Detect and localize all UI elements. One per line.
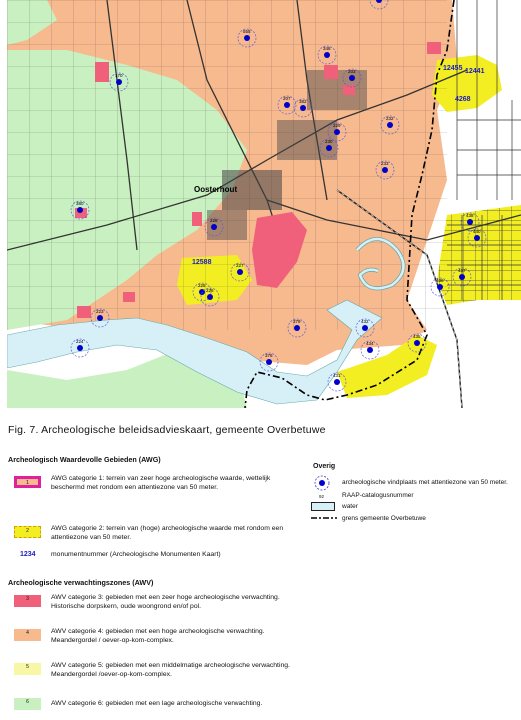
find-spot-dot [349,75,355,81]
find-spot-dot [437,284,443,290]
find-spot-dot [362,325,368,331]
raap-number-label: 431 [333,373,341,378]
raap-number-label: 229 [333,123,341,128]
monument-text: monumentnummer (Archeologische Monumenten Kaart) [51,551,221,558]
monument-number-label: 12441 [465,68,485,75]
find-spot-dot [266,359,272,365]
raap-number-label: 203 [348,69,356,74]
awv3-text: AWV categorie 3: gebieden met een zeer hoge archeologische verwachting. Historische dorpskern, oude woongrond en/of pol. [51,594,280,610]
find-spot-dot [459,274,465,280]
find-spot-dot [294,325,300,331]
raap-number-label: 438 [466,213,474,218]
find-spot-dot [300,105,306,111]
raap-number-label: 224 [76,339,84,344]
raap-number-label: 170 [115,73,123,78]
monument-code: 1234 [20,551,36,558]
raap-number-label: 376 [265,353,273,358]
awg-heading: Archeologisch Waardevolle Gebieden (AWG) [8,455,161,464]
awv4-code: 4 [26,630,29,636]
raap-number-label: 434 [366,341,374,346]
find-spot-dot [284,102,290,108]
raap-number-label: 233 [381,161,389,166]
monument-number-label: 4268 [455,96,471,103]
awg2-code: 2 [26,528,29,534]
place-label: Oosterhout [194,185,238,194]
awv5-swatch [14,663,41,675]
find-spot-dot [334,379,340,385]
awv5-code: 5 [26,664,29,670]
raap-number-label: 348 [323,46,331,51]
raap-text: RAAP-catalogusnummer [342,492,414,499]
overview-heading: Overig [313,463,336,470]
find-spot-dot [211,224,217,230]
awv3-code: 3 [26,596,29,602]
awv6-swatch [14,698,41,710]
raap-number-label: 435 [413,334,421,339]
monument-number-label: 12588 [192,259,212,266]
awg2-text: AWG categorie 2: terrein van (hoge) archeologische waarde met rondom een attentiezone van 50 meter. [51,525,284,541]
find-spot-dot [77,207,83,213]
find-spot-dot [116,79,122,85]
raap-number-label: 380 [76,201,84,206]
awv6-code: 6 [26,699,29,705]
raap-number-label: 432 [361,319,369,324]
awg1-text: AWG categorie 1: terrein van zeer hoge archeologische waarde, wettelijk beschermd met rondom een attentiezone van 50 meter. [51,475,271,491]
find-spot-dot [324,52,330,58]
find-spot-dot [77,345,83,351]
raap-number-label: 436 [436,278,444,283]
raap-number-label: 382 [299,99,307,104]
find-spot-icon [313,475,331,491]
awv6-text: AWV categorie 6: gebieden met een lage archeologische verwachting. [51,700,263,707]
find-spot-dot [244,35,250,41]
raap-number-label: 226 [206,288,214,293]
find-spot-dot [207,294,213,300]
raap-number-label: 232 [386,116,394,121]
awv5-text: AWV categorie 5: gebieden met een middelmatige archeologische verwachting. Meandergordel /oever-op-kom-complex. [51,662,290,678]
raap-number-label: 230 [325,139,333,144]
monument-number-label: 12455 [443,65,463,72]
border-text: grens gemeente Overbetuwe [342,515,426,522]
figure-caption: Fig. 7. Archeologische beleidsadvieskaart, gemeente Overbetuwe [8,424,326,436]
raap-number-label: 227 [236,263,244,268]
awg1-code: 1 [26,480,29,486]
awv3-swatch [14,595,41,607]
raap-number-label: 225 [198,283,206,288]
find-spot-text: archeologische vindplaats met attentiezone van 50 meter. [342,479,508,486]
find-spot-dot [97,315,103,321]
find-spot-dot [467,219,473,225]
raap-number-label: 555 [243,29,251,34]
find-spot-dot [474,235,480,241]
find-spot-dot [382,167,388,173]
raap-number-label: 440 [473,229,481,234]
find-spot-dot [334,129,340,135]
awv4-text: AWV categorie 4: gebieden met een hoge archeologische verwachting. Meandergordel / oever-op-kom-complex. [51,628,265,644]
awg1-swatch [14,476,41,488]
raap-number-label: 223 [96,309,104,314]
find-spot-dot [367,347,373,353]
archaeological-map [7,0,521,408]
raap-code: 92 [319,494,325,499]
border-line-icon [310,515,338,521]
find-spot-dot [237,269,243,275]
raap-number-label: 228 [210,218,218,223]
raap-number-label: 437 [458,268,466,273]
water-text: water [342,503,358,510]
water-swatch [311,502,335,511]
awv4-swatch [14,629,41,641]
find-spot-dot [414,340,420,346]
find-spot-dot [326,145,332,151]
raap-number-label: 207 [283,96,291,101]
awg2-swatch [14,526,41,538]
awv-heading: Archeologische verwachtingszones (AWV) [8,578,154,587]
find-spot-dot [387,122,393,128]
raap-number-label: 379 [293,319,301,324]
